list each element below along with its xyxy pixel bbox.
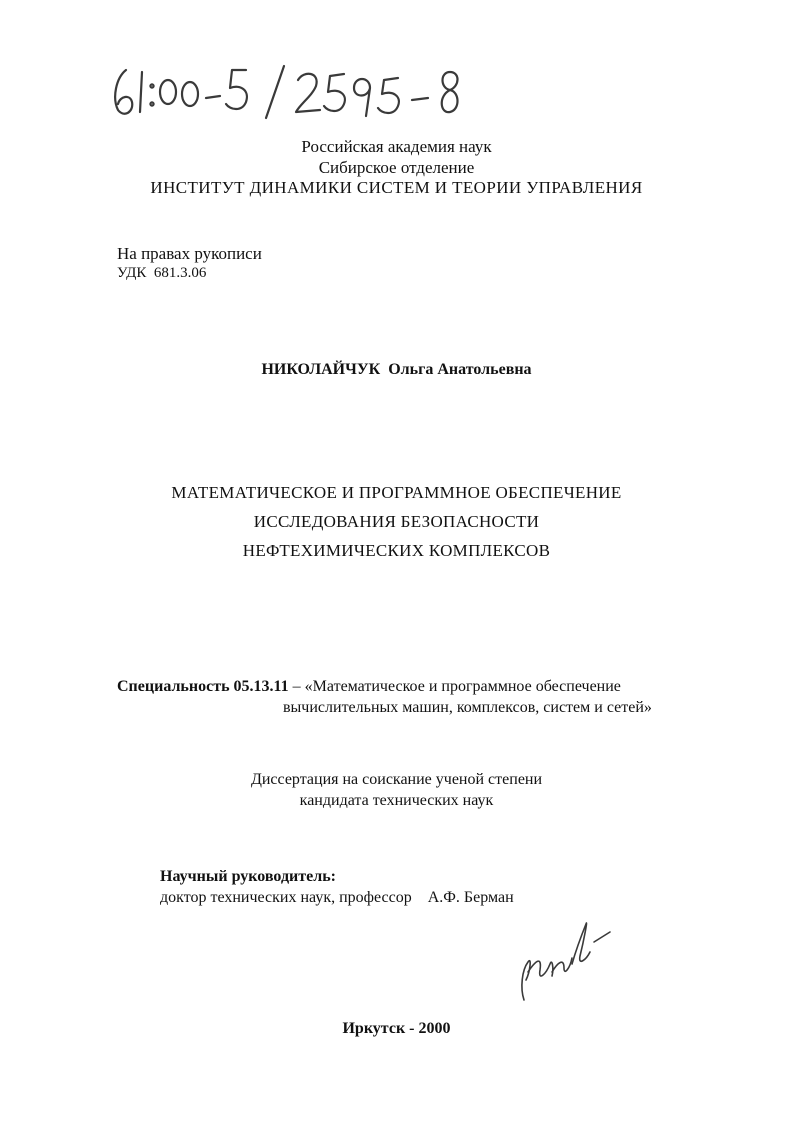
archive-number-handwritten [108, 58, 478, 128]
supervisor-name: А.Ф. Берман [427, 889, 514, 906]
dissertation-title-line-2: ИССЛЕДОВАНИЯ БЕЗОПАСНОСТИ [253, 512, 540, 531]
author-surname: НИКОЛАЙЧУК [261, 361, 381, 378]
dissertation-title-line-3: НЕФТЕХИМИЧЕСКИХ КОМПЛЕКСОВ [242, 541, 551, 560]
supervisor-credentials: доктор технических наук, профессор [160, 889, 412, 906]
supervisor-line [160, 887, 514, 908]
specialty-description-2: вычислительных машин, комплексов, систем и сетей» [283, 699, 652, 716]
city-year: Иркутск - 2000 [342, 1020, 451, 1037]
udc-line [117, 264, 206, 283]
author-given-names: Ольга Анатольевна [388, 361, 532, 378]
institute-name: ИНСТИТУТ ДИНАМИКИ СИСТЕМ И ТЕОРИИ УПРАВЛЕНИЯ [150, 178, 643, 197]
author-name [0, 361, 793, 379]
specialty-description-1: – «Математическое и программное обеспечение [288, 678, 621, 695]
udc-label: УДК [117, 265, 147, 281]
supervisor-label: Научный руководитель: [160, 868, 336, 885]
handwritten-signature [510, 910, 620, 1010]
academy-name: Российская академия наук [301, 137, 492, 156]
dissertation-title-line-1: МАТЕМАТИЧЕСКОЕ И ПРОГРАММНОЕ ОБЕСПЕЧЕНИЕ [171, 483, 622, 502]
archive-number-text: 61:00-5/2595-8 [108, 58, 115, 59]
specialty-label: Специальность 05.13.11 [117, 678, 289, 695]
manuscript-rights: На правах рукописи [117, 244, 262, 263]
degree-line-1: Диссертация на соискание ученой степени [250, 771, 543, 788]
branch-name: Сибирское отделение [318, 158, 475, 177]
specialty-line-1 [117, 676, 621, 697]
degree-line-2: кандидата технических наук [299, 792, 494, 809]
udc-code: 681.3.06 [153, 265, 207, 281]
